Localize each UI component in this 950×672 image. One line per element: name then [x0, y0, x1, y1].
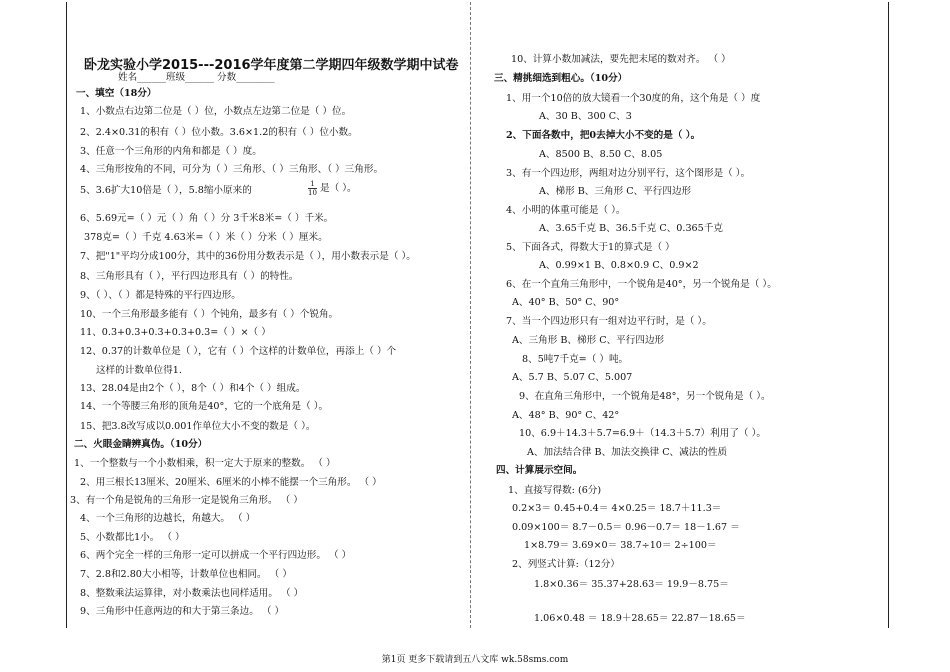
left-line-26: 7、2.8和2.80大小相等，计数单位也相同。 （ ）	[80, 569, 292, 580]
left-line-11: 9、（ ）、（ ）都是特殊的平行四边形。	[80, 290, 241, 301]
right-line-9: 4、小明的体重可能是（ ）。	[506, 205, 626, 216]
left-line-4: 3、任意一个三角形的内角和都是（ ）度。	[80, 146, 262, 157]
right-line-23: 四、计算展示空间。	[496, 465, 583, 476]
right-line-25: 0.2×3＝ 0.45+0.4＝ 4×0.25＝ 18.7＋11.3＝	[512, 503, 722, 514]
right-line-4: A、30 B、300 C、3	[539, 111, 632, 122]
right-line-5: 2、下面各数中，把0去掉大小不变的是（ ）。	[506, 130, 701, 141]
left-border	[66, 2, 67, 628]
right-line-26: 0.09×100＝ 8.7－0.5＝ 0.96－0.7＝ 18－1.67 ＝	[512, 522, 740, 533]
right-line-15: 7、当一个四边形只有一组对边平行时，是（ ）。	[506, 316, 712, 327]
left-line-6: 5、3.6扩大10倍是（ ），5.8缩小原来的	[80, 185, 252, 196]
left-line-1: 一、填空（18分）	[76, 88, 157, 99]
q5-tail-text: 是（ ）。	[319, 183, 357, 194]
left-line-5: 4、三角形按角的不同，可分为（ ）三角形、（ ）三角形、（ ）三角形。	[80, 164, 384, 175]
q5-tail	[308, 180, 357, 197]
fraction-numerator: 1	[310, 180, 315, 188]
left-line-8: 378克=（ ）千克 4.63米=（ ）米（ ）分米（ ）厘米。	[84, 232, 328, 243]
left-line-2: 1、小数点右边第二位是（ ）位，小数点左边第二位是（ ）位。	[80, 106, 352, 117]
left-line-3: 2、2.4×0.31的积有（ ）位小数。3.6×1.2的积有（ ）位小数。	[80, 127, 358, 138]
right-line-27: 1×8.79＝ 3.69×0＝ 38.7÷10＝ 2÷100＝	[524, 540, 717, 551]
right-line-28: 2、列竖式计算:（12分）	[512, 559, 620, 570]
right-line-7: 3、有一个四边形，两组对边分别平行，这个图形是（ ）。	[506, 168, 751, 179]
left-line-9: 7、把"1"平均分成100分，其中的36份用分数表示是（ ），用小数表示是（ ）。	[80, 251, 416, 262]
left-line-27: 8、整数乘法运算律，对小数乘法也同样适用。 （ ）	[80, 588, 304, 599]
left-line-14: 12、0.37的计数单位是（ ），它有（ ）个这样的计数单位，再添上（ ）个	[80, 346, 397, 357]
center-fold-line	[470, 2, 471, 628]
right-line-3: 1、用一个10倍的放大镜看一个30度的角，这个角是（ ）度	[506, 93, 761, 104]
right-line-30: 1.06×0.48 ＝ 18.9＋28.65＝ 22.87－18.65＝	[534, 613, 746, 624]
name-line: 姓名______班级______ 分数________	[118, 72, 275, 83]
page-footer: 第1页 更多下载请到五八文库 wk.58sms.com	[381, 655, 569, 665]
right-line-17: 8、5吨7千克=（ ）吨。	[522, 354, 629, 365]
right-line-12: A、0.99×1 B、0.8×0.9 C、0.9×2	[539, 260, 699, 271]
right-line-2: 三、精挑细选到粗心。（10分）	[494, 73, 628, 84]
exam-title: 卧龙实验小学2015---2016学年度第二学期四年级数学期中试卷	[84, 58, 459, 73]
fraction-one-tenth	[308, 180, 317, 197]
right-line-19: 9、在直角三角形中，一个锐角是48°，另一个锐角是（ ）。	[519, 391, 771, 402]
left-line-20: 1、一个整数与一个小数相乘，积一定大于原来的整数。 （ ）	[74, 458, 336, 469]
right-line-21: 10、6.9＋14.3＋5.7=6.9＋（14.3＋5.7）利用了（ ）。	[519, 428, 766, 439]
left-line-21: 2、用三根长13厘米、20厘米、6厘米的小棒不能摆一个三角形。 （ ）	[80, 477, 382, 488]
left-line-13: 11、0.3+0.3+0.3+0.3+0.3=（ ）×（ ）	[80, 327, 271, 338]
right-line-20: A、48° B、90° C、42°	[512, 410, 620, 421]
right-line-8: A、梯形 B、三角形 C、平行四边形	[539, 186, 692, 197]
right-line-6: A、8500 B、8.50 C、8.05	[539, 149, 663, 160]
left-line-16: 13、28.04是由2个（ ），8个（ ）和4个（ ）组成。	[80, 383, 306, 394]
right-line-29: 1.8×0.36＝ 35.37+28.63＝ 19.9－8.75＝	[534, 579, 729, 590]
left-line-25: 6、两个完全一样的三角形一定可以拼成一个平行四边形。 （ ）	[80, 550, 352, 561]
left-line-17: 14、一个等腰三角形的顶角是40°，它的一个底角是（ ）。	[80, 401, 329, 412]
left-line-18: 15、把3.8改写成以0.001作单位大小不变的数是（ ）。	[80, 421, 316, 432]
left-line-19: 二、火眼金睛辨真伪。（10分）	[74, 439, 208, 450]
right-line-22: A、加法结合律 B、加法交换律 C、减法的性质	[527, 447, 728, 458]
right-line-1: 10、计算小数加减法，要先把末尾的数对齐。 （ ）	[511, 54, 731, 65]
right-line-16: A、三角形 B、梯形 C、平行四边形	[512, 335, 665, 346]
left-line-22: 3、有一个角是锐角的三角形一定是锐角三角形。 （ ）	[70, 495, 303, 506]
left-line-12: 10、一个三角形最多能有（ ）个钝角，最多有（ ）个锐角。	[80, 309, 339, 320]
left-line-23: 4、一个三角形的边越长，角越大。 （ ）	[80, 513, 256, 524]
right-line-10: A、3.65千克 B、36.5千克 C、0.365千克	[539, 223, 723, 234]
right-line-13: 6、在一个直角三角形中，一个锐角是40°，另一个锐角是（ ）。	[506, 279, 777, 290]
left-line-24: 5、小数都比1小。 （ ）	[80, 532, 185, 543]
right-line-11: 5、下面各式，得数大于1的算式是（ ）	[506, 242, 675, 253]
right-line-14: A、40° B、50° C、90°	[512, 297, 620, 308]
right-border	[888, 2, 889, 628]
right-line-18: A、5.7 B、5.07 C、5.007	[512, 372, 633, 383]
left-line-15: 这样的计数单位得1.	[96, 365, 182, 376]
right-line-24: 1、直接写得数: (6分)	[508, 485, 602, 496]
fraction-denominator: 10	[308, 189, 317, 197]
left-line-10: 8、三角形具有（ ），平行四边形具有（ ）的特性。	[80, 271, 299, 282]
left-line-7: 6、5.69元=（ ）元（ ）角（ ）分 3千米8米=（ ）千米。	[80, 213, 334, 224]
left-line-28: 9、三角形中任意两边的和大于第三条边。 （ ）	[80, 606, 285, 617]
